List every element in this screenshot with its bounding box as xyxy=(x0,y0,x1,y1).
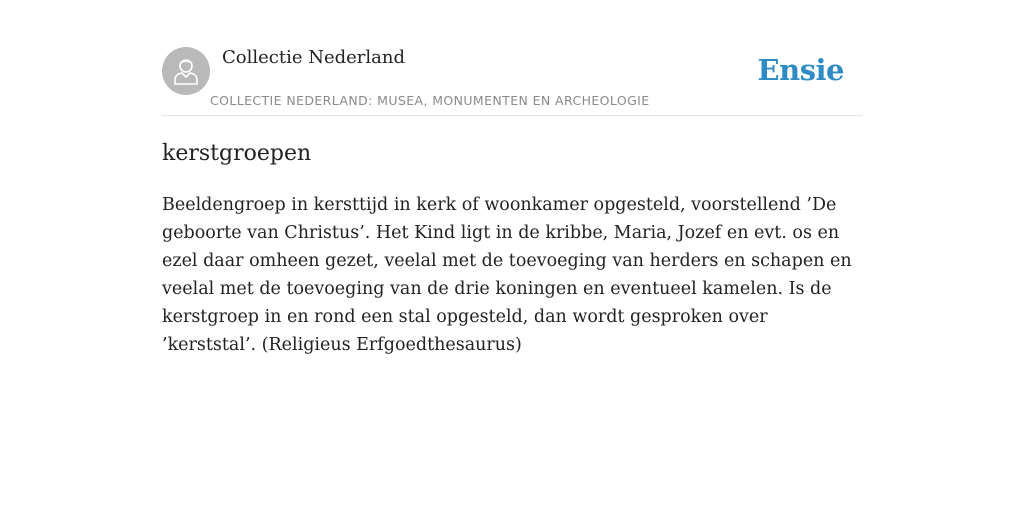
article xyxy=(162,138,862,359)
source-subtitle[interactable]: COLLECTIE NEDERLAND: MUSEA, MONUMENTEN EN ARCHEOLOGIE xyxy=(210,93,650,108)
article-body: Beeldengroep in kersttijd in kerk of woonkamer opgesteld, voorstellend ’De geboorte van Christus’. Het Kind ligt in de kribbe, Maria, Jozef en evt. os en ezel daar omheen gezet, veelal met de toevoeging van herders en schapen en veelal met de toevoeging van de drie koningen en eventueel kamelen. Is de kerstgroep in en rond een stal opgesteld, dan wordt gesproken over ’kerststal’. (Religieus Erfgoedthesaurus) xyxy=(162,195,852,355)
header xyxy=(162,46,862,116)
avatar[interactable] xyxy=(162,47,210,95)
article-title: kerstgroepen xyxy=(162,141,312,166)
author-name[interactable]: Collectie Nederland xyxy=(222,47,406,68)
brand-logo[interactable]: Ensie xyxy=(757,53,844,87)
user-icon xyxy=(171,56,201,86)
